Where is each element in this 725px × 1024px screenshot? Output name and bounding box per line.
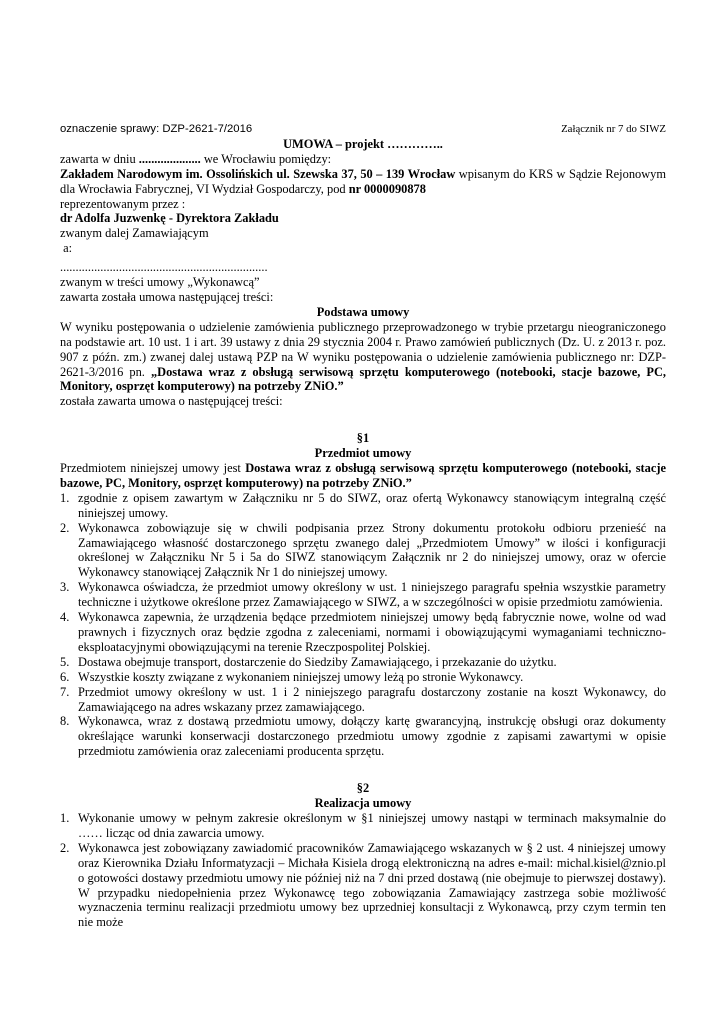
section1-heading: Przedmiot umowy xyxy=(314,446,412,461)
director-name: dr Adolfa Juzwenkę - Dyrektora Zakładu xyxy=(60,211,279,226)
concluded-suffix: we Wrocławiu pomiędzy: xyxy=(200,151,332,166)
date-blank: .................... xyxy=(138,151,201,166)
called-ordering-party: zwanym dalej Zamawiającym xyxy=(60,226,209,241)
section1-lead-text: Przedmiotem niniejszej umowy jest xyxy=(60,461,246,476)
section2-list xyxy=(60,811,666,930)
attachment-label: Załącznik nr 7 do SIWZ xyxy=(561,123,666,135)
basis-closing: została zawarta umowa o następującej treści: xyxy=(60,394,283,409)
section1-number: §1 xyxy=(356,431,370,446)
concluded-line xyxy=(60,152,666,167)
list-item: 2. Wykonawca zobowiązuje się w chwili podpisania przez Strony dokumentu protokołu odbioru przenieść na Zamawiającego własność dostarczonego sprzętu zwanego dalej „Przedmiotem Umowy” w ilości i konfiguracji określonej w Załączniku Nr 5 i 5a do SIWZ stanowiącym Załącznik nr 2 do niniejszej umowy, oraz w ofercie Wykonawcy stanowiącej Załącznik Nr 1 do niniejszej umowy. xyxy=(60,520,666,580)
section1-lead-subject: Dostawa wraz z obsługą serwisową sprzętu komputerowego (notebooki, stacje bazowe, PC, Monitory, osprzęt komputerowy) na potrzeby ZNiO.” xyxy=(60,461,666,490)
krs-number: nr 0000090878 xyxy=(348,181,426,196)
party-registration: wpisanym do KRS w Sądzie Rejonowym dla Wrocławia Fabrycznej, VI Wydział Gospodarczy, pod xyxy=(60,166,666,196)
section1-list xyxy=(60,491,666,759)
basis-subject: „Dostawa wraz z obsługą serwisową sprzętu komputerowego (notebooki, stacje bazowe, PC, Monitory, osprzęt komputerowy) na potrzeby ZNiO.” xyxy=(60,364,666,394)
concluded-prefix: zawarta w dniu xyxy=(60,151,139,166)
list-item: 3. Wykonawca oświadcza, że przedmiot umowy określony w ust. 1 niniejszego paragrafu spełnia wszystkie parametry techniczne i użytkowe określone przez Zamawiającego w SIWZ, a w szczególności w opisie przedmiotu zamówienia. xyxy=(60,580,666,610)
contract-title: UMOWA – projekt ………….. xyxy=(283,136,443,151)
case-reference: oznaczenie sprawy: DZP-2621-7/2016 xyxy=(60,123,253,135)
basis-paragraph xyxy=(60,320,666,395)
list-item: 1. zgodnie z opisem zawartym w Załączniku nr 5 do SIWZ, oraz ofertą Wykonawcy stanowiącym integralną część niniejszej umowy. xyxy=(60,490,666,520)
basis-heading: Podstawa umowy xyxy=(316,304,410,319)
and-label: a: xyxy=(60,241,73,256)
list-item: 4. Wykonawca zapewnia, że urządzenia będące przedmiotem niniejszej umowy będą fabrycznie nowe, wolne od wad prawnych i fizycznych oraz będzie zgodna z zaleceniami, normami i obowiązującymi wymaganiami techniczno-eksploatacyjnymi obowiązującymi na terenie Rzeczpospolitej Polskiej. xyxy=(60,610,666,654)
list-item: 8. Wykonawca, wraz z dostawą przedmiotu umowy, dołączy kartę gwarancyjną, instrukcję obsługi oraz dokumenty określające warunki konserwacji dostarczonego przedmiotu umowy zgodnie z zapisami zawartymi w opisie przedmiotu zamówienia oraz zaleceniami producenta sprzętu. xyxy=(60,714,666,759)
list-item: 1. Wykonanie umowy w pełnym zakresie określonym w §1 niniejszej umowy nastąpi w terminach maksymalnie do …… licząc od dnia zawarcia umowy. xyxy=(60,810,666,840)
content-follows: zawarta została umowa następującej treści: xyxy=(60,289,274,304)
section2-heading: Realizacja umowy xyxy=(314,796,412,811)
document-header xyxy=(60,122,666,137)
section2-number: §2 xyxy=(356,781,370,796)
party-name: Zakładem Narodowym im. Ossolińskich ul. Szewska 37, 50 – 139 Wrocław xyxy=(60,166,456,181)
section1-lead xyxy=(60,461,666,491)
basis-text: W wyniku postępowania o udzielenie zamówienia publicznego przeprowadzonego w trybie przetargu nieograniczonego na podstawie art. 10 ust. 1 i art. 39 ustawy z dnia 29 stycznia 2004 r. Prawo zamówień publicznych (Dz. U. z 2013 r. poz. 907 z późn. zm.) zwanej dalej ustawą PZP na W wyniku postępowania o udzielenie zamówienia publicznego nr: DZP-2621-3/2016 pn. xyxy=(60,319,666,379)
represented-by: reprezentowanym przez : xyxy=(60,196,186,211)
party-description xyxy=(60,167,666,197)
list-item: 5. Dostawa obejmuje transport, dostarczenie do Siedziby Zamawiającego, i przekazanie do użytku. xyxy=(60,654,557,669)
called-contractor: zwanym w treści umowy „Wykonawcą” xyxy=(60,275,260,290)
document-page xyxy=(60,122,666,930)
list-item: 2. Wykonawca jest zobowiązany zawiadomić pracowników Zamawiającego wskazanych w § 2 ust. 4 niniejszej umowy oraz Kierownika Działu Informatyzacji – Michała Kisiela drogą elektroniczną na adres e-mail: michal.kisiel@znio.pl o gotowości dostawy przedmiotu umowy nie później niż na 7 dni przed dostawą (nie obejmuje to pierwszej dostawy). W przypadku niedopełnienia przez Wykonawcę tego zobowiązania Zamawiający zastrzega sobie możliwość wyznaczenia terminu realizacji przedmiotu umowy bez uprzedniej konsultacji z Wykonawcą, przy czym termin ten nie może xyxy=(60,840,666,930)
contractor-blank: ................................................................... xyxy=(60,260,268,275)
list-item: 6. Wszystkie koszty związane z wykonaniem niniejszej umowy leżą po stronie Wykonawcy. xyxy=(60,669,524,684)
list-item: 7. Przedmiot umowy określony w ust. 1 i 2 niniejszego paragrafu dostarczony zostanie na koszt Wykonawcy, do Zamawiającego na adres wskazany przez zamawiającego. xyxy=(60,684,666,714)
